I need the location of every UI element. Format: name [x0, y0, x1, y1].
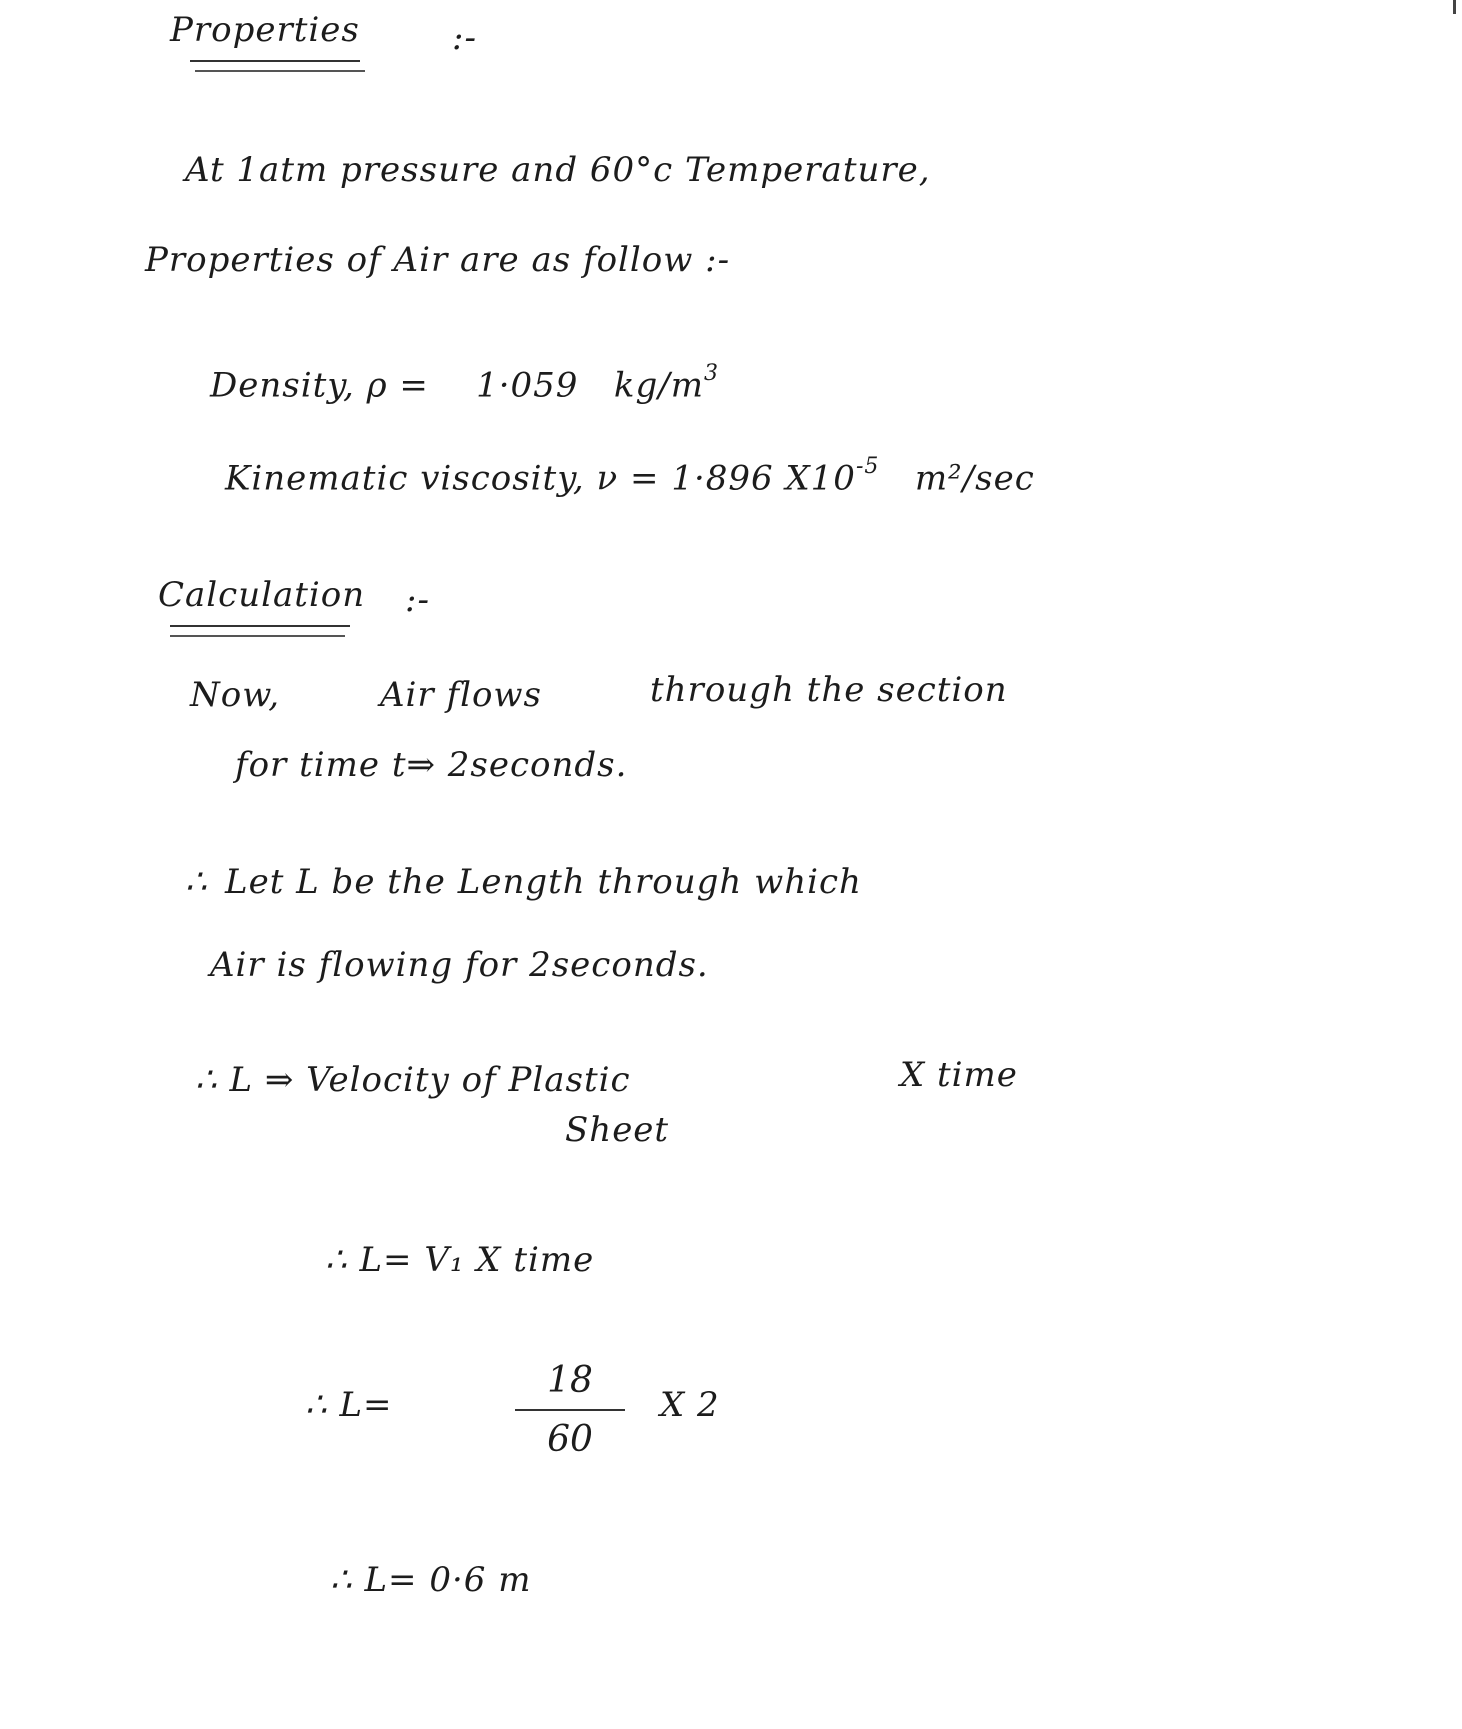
conditions-line: At 1atm pressure and 60°c Temperature,	[185, 150, 931, 190]
fraction-bar	[515, 1409, 625, 1411]
calculation-heading: Calculation	[158, 575, 366, 615]
result-line: ∴ L= 0·6 m	[330, 1560, 532, 1600]
air-flows-text: Air flows	[380, 675, 542, 715]
density-unit-sup: 3	[703, 361, 719, 386]
viscosity-value: 1·896 X10	[671, 458, 856, 499]
let-line: Let L be the Length through which	[225, 862, 862, 902]
times-time-text: X time	[900, 1055, 1018, 1095]
properties-underline-1	[190, 60, 360, 62]
for-time-text: for time t⇒ 2seconds.	[235, 745, 628, 785]
fraction-times-text: X 2	[660, 1385, 720, 1425]
fraction	[515, 1360, 625, 1460]
viscosity-unit: m²/sec	[914, 458, 1035, 499]
density-line	[210, 361, 719, 406]
therefore-l-line: ∴ L ⇒ Velocity of Plastic	[195, 1060, 631, 1100]
properties-colon: :-	[452, 18, 477, 58]
fraction-numerator: 18	[547, 1360, 593, 1401]
density-label: Density, ρ =	[210, 365, 429, 406]
density-value: 1·059	[476, 365, 579, 406]
viscosity-exponent: -5	[855, 454, 880, 479]
calculation-colon: :-	[405, 580, 430, 620]
let-prefix: ∴	[185, 862, 208, 902]
calculation-underline-2	[170, 635, 345, 637]
through-section-text: through the section	[650, 670, 1008, 710]
sheet-text: Sheet	[565, 1110, 670, 1150]
viscosity-label: Kinematic viscosity, ν =	[225, 458, 660, 499]
density-unit: kg/m	[613, 365, 704, 406]
properties-underline-2	[195, 70, 365, 72]
l-equals-frac-prefix: ∴ L=	[305, 1385, 393, 1425]
l-equals-v-line: ∴ L= V₁ X time	[325, 1240, 595, 1280]
now-text: Now,	[190, 675, 281, 715]
properties-heading: Properties	[170, 10, 360, 50]
corner-mark	[1453, 0, 1456, 14]
fraction-denominator: 60	[547, 1419, 593, 1460]
air-flowing-line: Air is flowing for 2seconds.	[210, 945, 709, 985]
viscosity-line	[225, 454, 1035, 499]
calculation-underline-1	[170, 625, 350, 627]
properties-intro: Properties of Air are as follow :-	[145, 240, 731, 280]
